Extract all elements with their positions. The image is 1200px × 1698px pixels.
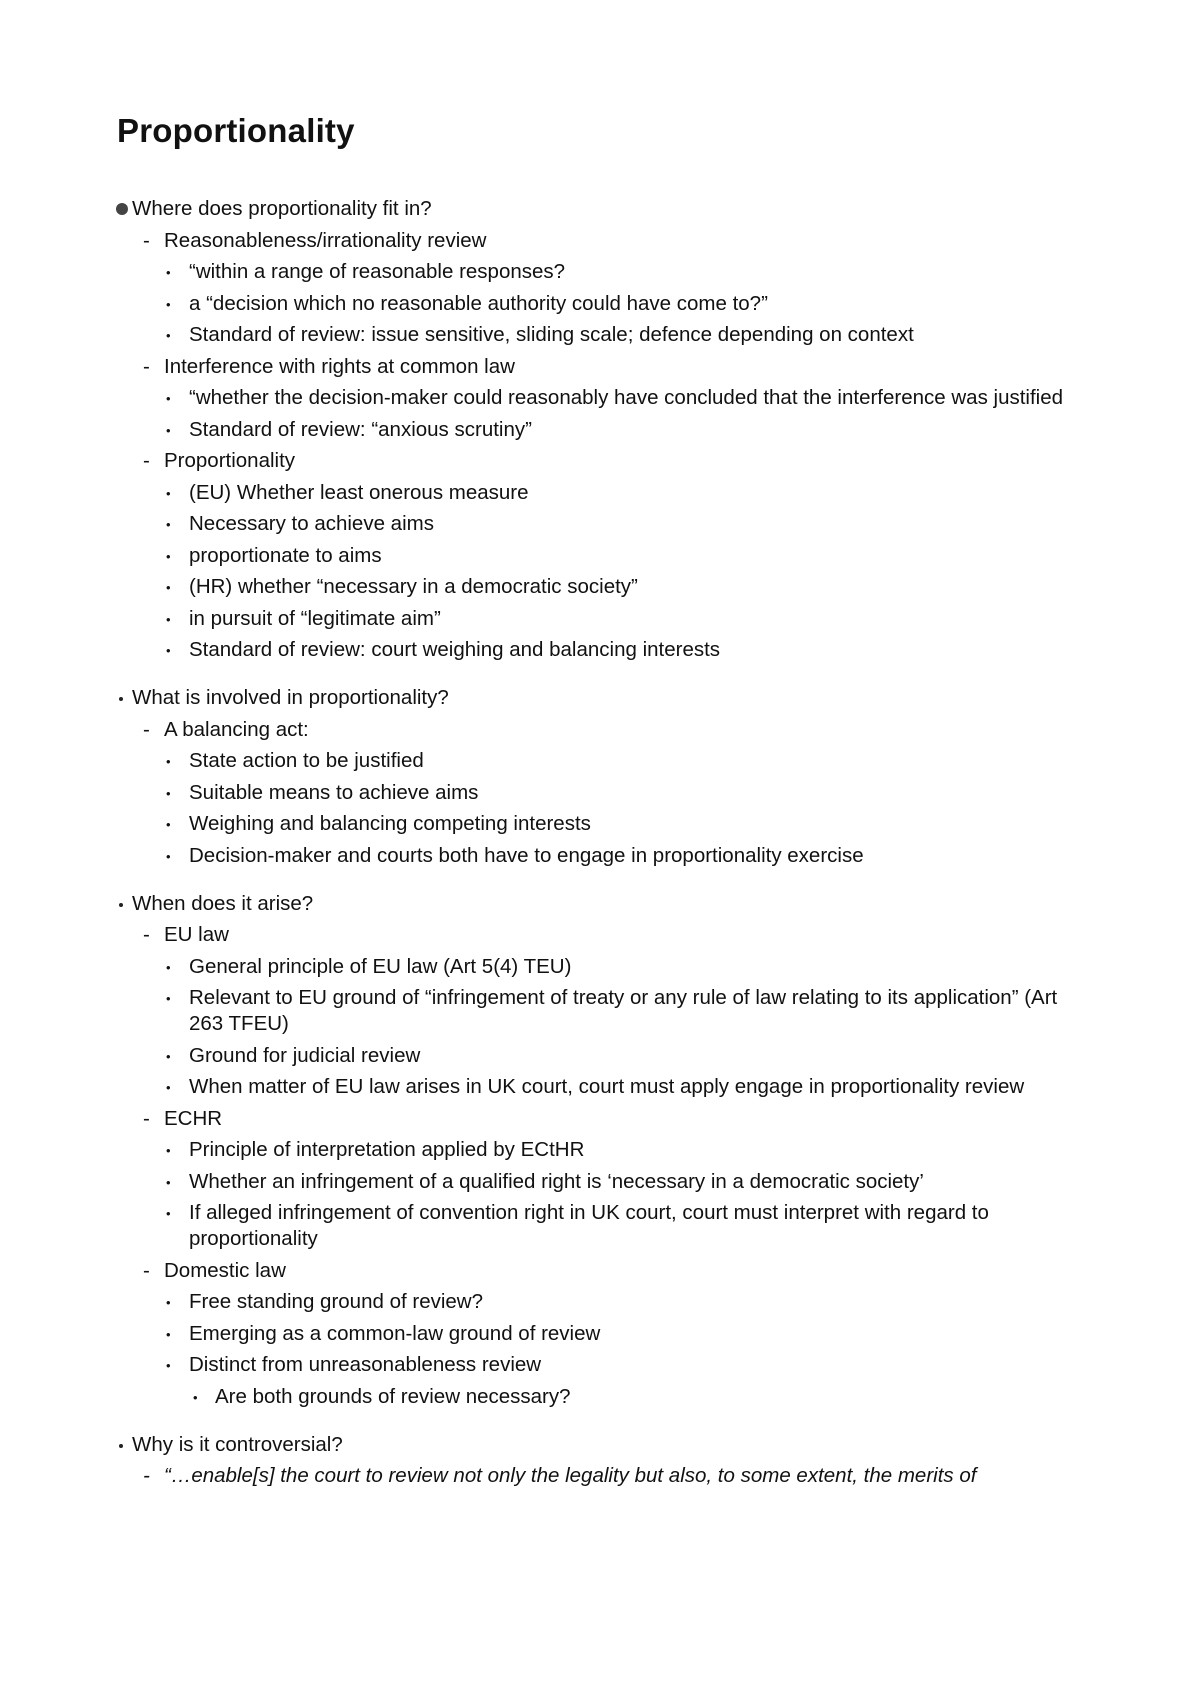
list-item-text: Ground for judicial review [189, 1043, 421, 1067]
bullet-icon: • [166, 1048, 171, 1064]
list-item-text: Weighing and balancing competing interests [189, 812, 591, 835]
dash-bullet-icon: - [143, 449, 150, 472]
section-heading [0, 196, 1200, 222]
list-item [0, 543, 1089, 569]
bullet-icon: • [166, 959, 171, 975]
list-item [0, 417, 1089, 443]
bullet-dot-icon [116, 203, 128, 215]
bullet-icon: • [166, 1295, 171, 1310]
list-item [0, 574, 1089, 600]
list-item-text: Free standing ground of review? [189, 1290, 484, 1313]
section-heading-text: When does it arise? [132, 891, 314, 915]
outline-section [0, 196, 1200, 663]
bullet-icon: • [166, 611, 171, 627]
group-label [0, 717, 1200, 743]
group-label-text: Reasonableness/irrationality review [164, 228, 487, 252]
list-item [0, 291, 1089, 317]
section-heading-text: What is involved in proportionality? [132, 686, 449, 709]
list-item [0, 985, 1089, 1037]
list-item-text: Suitable means to achieve aims [189, 780, 479, 804]
list-item [0, 385, 1089, 411]
list-item-text: “within a range of reasonable responses? [189, 260, 566, 283]
bullet-dot-icon [119, 903, 123, 907]
list-item-text: in pursuit of “legitimate aim” [189, 606, 441, 630]
list-item-text: Standard of review: issue sensitive, sliding scale; defence depending on context [189, 323, 914, 346]
list-item-text: a “decision which no reasonable authority could have come to?” [189, 291, 768, 315]
section-heading [0, 685, 1200, 711]
bullet-icon: • [166, 643, 171, 658]
group-label-text: “…enable[s] the court to review not only the legality but also, to some extent, the merits of [164, 1464, 977, 1487]
dash-bullet-icon: - [143, 923, 150, 946]
list-item-text: Emerging as a common-law ground of review [189, 1321, 601, 1345]
dash-bullet-icon: - [143, 228, 150, 252]
list-item [0, 748, 1089, 774]
dash-bullet-icon: - [143, 717, 150, 741]
bullet-icon: • [166, 517, 171, 532]
list-item-text: Whether an infringement of a qualified right is ‘necessary in a democratic society’ [189, 1169, 924, 1193]
group-label-text: ECHR [164, 1106, 223, 1130]
bullet-icon: • [166, 296, 171, 312]
list-item [0, 322, 1089, 348]
group-label [0, 228, 1200, 254]
list-item-text: proportionate to aims [189, 543, 382, 567]
list-item-text: (EU) Whether least onerous measure [189, 480, 529, 504]
list-item-text: (HR) whether “necessary in a democratic society” [189, 575, 638, 598]
bullet-icon: • [166, 485, 171, 501]
group-label-text: EU law [164, 923, 229, 946]
list-item-text: State action to be justified [189, 749, 424, 772]
list-item-text: Principle of interpretation applied by ECtHR [189, 1138, 585, 1161]
sub-list-item [0, 1384, 1200, 1410]
group-label [0, 354, 1200, 380]
bullet-icon: • [166, 1358, 171, 1373]
notes-body [0, 196, 1200, 1495]
list-item [0, 780, 1089, 806]
outline-section [0, 891, 1200, 1410]
bullet-icon: • [166, 328, 171, 343]
group-label [0, 1258, 1200, 1284]
list-item-text: Decision-maker and courts both have to engage in proportionality exercise [189, 843, 864, 867]
dash-bullet-icon: - [143, 1258, 150, 1282]
group-label-text: A balancing act: [164, 717, 309, 741]
group-label [0, 922, 1200, 948]
bullet-icon: • [166, 1080, 171, 1095]
list-item-text: General principle of EU law (Art 5(4) TEU) [189, 954, 572, 978]
bullet-dot-icon [119, 697, 123, 701]
bullet-icon: • [166, 848, 171, 864]
dash-bullet-icon: - [143, 1106, 150, 1130]
bullet-icon: • [166, 754, 171, 769]
bullet-icon: • [166, 991, 171, 1006]
list-item [0, 1137, 1089, 1163]
dash-bullet-icon: - [143, 354, 150, 378]
list-item [0, 1321, 1089, 1347]
sub-list-item-text: Are both grounds of review necessary? [215, 1384, 571, 1408]
list-item-text: When matter of EU law arises in UK court, court must apply engage in proportionality review [189, 1075, 1025, 1098]
group-label [0, 1106, 1200, 1132]
bullet-icon: • [166, 1174, 171, 1190]
list-item [0, 637, 1089, 663]
list-item [0, 1043, 1089, 1069]
list-item [0, 954, 1089, 980]
list-item [0, 1352, 1089, 1378]
group-label-text: Interference with rights at common law [164, 354, 515, 378]
list-item-text: Standard of review: court weighing and balancing interests [189, 638, 721, 661]
list-item [0, 811, 1089, 837]
outline-section [0, 685, 1200, 869]
group-label [0, 1463, 1200, 1489]
group-label-text: Domestic law [164, 1258, 286, 1282]
section-heading-text: Where does proportionality fit in? [132, 197, 432, 220]
list-item [0, 843, 1089, 869]
list-item-text: “whether the decision-maker could reasonably have concluded that the interference was justified [189, 386, 1064, 409]
section-heading [0, 1432, 1200, 1458]
bullet-icon: • [166, 1326, 171, 1342]
list-item-text: Standard of review: “anxious scrutiny” [189, 417, 532, 441]
list-item-text: Necessary to achieve aims [189, 512, 434, 535]
bullet-icon: • [193, 1389, 198, 1405]
bullet-icon: • [166, 580, 171, 595]
bullet-icon: • [166, 265, 171, 280]
page-title: Proportionality [117, 112, 355, 149]
list-item-text: If alleged infringement of convention right in UK court, court must interpret with regard to proportionality [189, 1201, 989, 1250]
group-label [0, 448, 1200, 474]
bullet-icon: • [166, 817, 171, 832]
list-item [0, 259, 1089, 285]
bullet-dot-icon [119, 1444, 123, 1448]
list-item-text: Relevant to EU ground of “infringement of treaty or any rule of law relating to its application” (Art 263 TFEU) [189, 986, 1058, 1035]
group-label-text: Proportionality [164, 449, 296, 472]
list-item [0, 480, 1089, 506]
bullet-icon: • [166, 785, 171, 801]
list-item-text: Distinct from unreasonableness review [189, 1353, 542, 1376]
list-item [0, 1200, 1089, 1252]
list-item [0, 1289, 1089, 1315]
bullet-icon: • [166, 391, 171, 406]
dash-bullet-icon: - [143, 1464, 150, 1487]
section-heading-text: Why is it controversial? [132, 1432, 343, 1456]
list-item [0, 1074, 1089, 1100]
list-item [0, 1169, 1089, 1195]
outline-section [0, 1432, 1200, 1490]
bullet-icon: • [166, 548, 171, 564]
bullet-icon: • [166, 422, 171, 438]
bullet-icon: • [166, 1143, 171, 1158]
list-item [0, 511, 1089, 537]
list-item [0, 606, 1089, 632]
bullet-icon: • [166, 1206, 171, 1221]
section-heading [0, 891, 1200, 917]
